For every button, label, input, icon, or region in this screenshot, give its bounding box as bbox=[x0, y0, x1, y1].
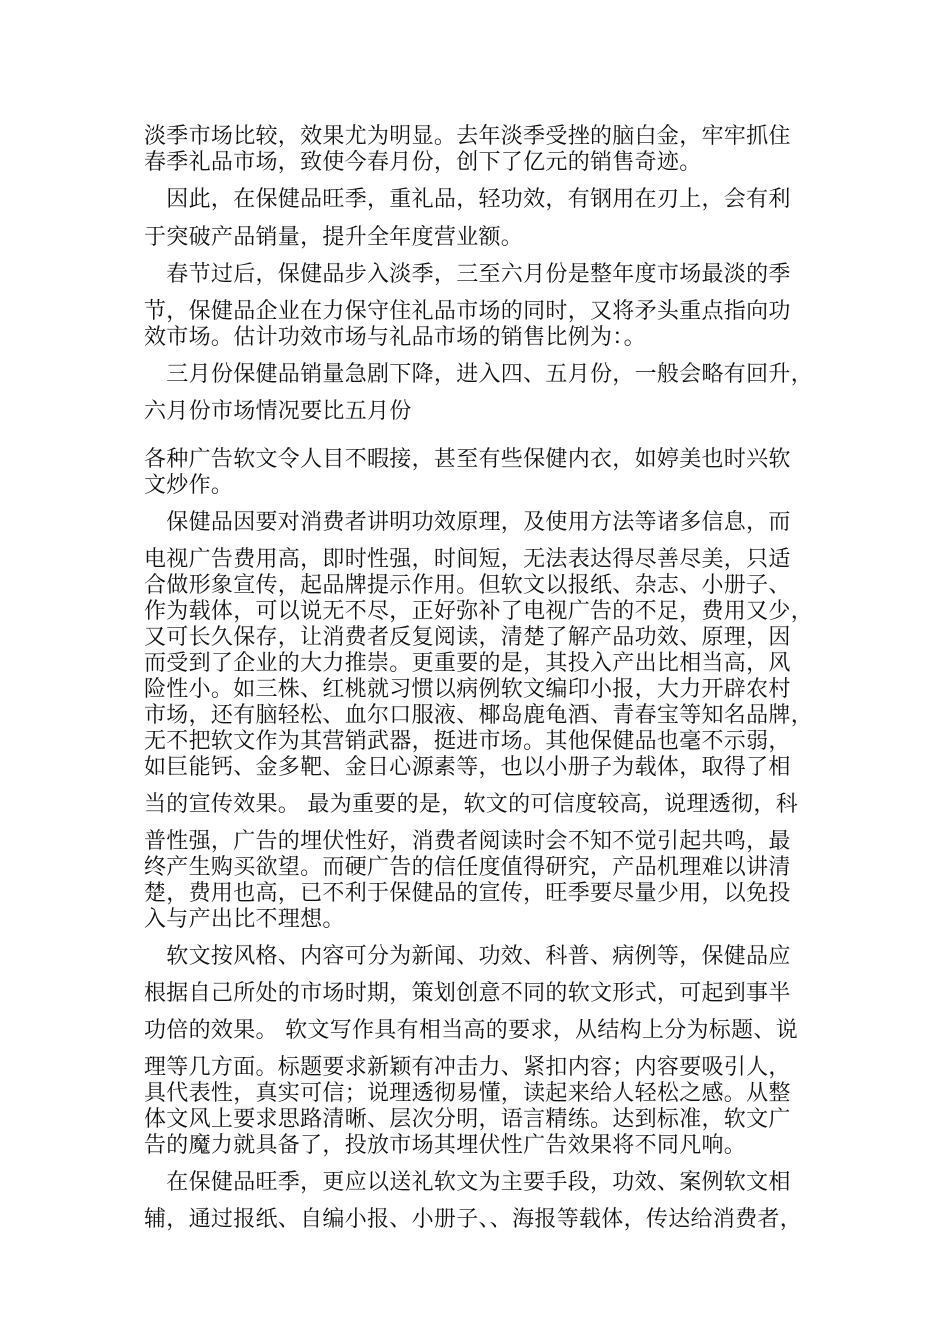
text-line: 体文风上要求思路清晰、层次分明，语言精练。达到标准，软文广 bbox=[144, 1107, 791, 1132]
text-line: 节，保健品企业在力保守住礼品市场的同时，又将矛头重点指向功 bbox=[144, 299, 791, 324]
text-line: 功倍的效果。 软文写作具有相当高的要求，从结构上分为标题、说 bbox=[144, 1018, 798, 1043]
text-line: 终产生购买欲望。而硬广告的信任度值得研究，产品机理难以讲清 bbox=[144, 855, 791, 880]
text-line: 险性小。如三株、红桃就习惯以病例软文编印小报，大力开辟农村 bbox=[144, 677, 791, 702]
text-line: 软文按风格、内容可分为新闻、功效、科普、病例等，保健品应 bbox=[144, 944, 791, 969]
text-line: 而受到了企业的大力推崇。更重要的是，其投入产出比相当高，风 bbox=[144, 651, 791, 676]
text-line: 六月份市场情况要比五月份 bbox=[144, 399, 412, 424]
text-line: 春节过后，保健品步入淡季，三至六月份是整年度市场最淡的季 bbox=[144, 262, 791, 287]
text-line: 于突破产品销量，提升全年度营业额。 bbox=[144, 225, 524, 250]
text-line: 理等几方面。标题要求新颖有冲击力、紧扣内容；内容要吸引人， bbox=[144, 1055, 791, 1080]
text-line: 因此，在保健品旺季，重礼品，轻功效，有钢用在刃上，会有利 bbox=[144, 187, 791, 212]
text-line: 文炒作。 bbox=[144, 473, 234, 498]
text-line: 电视广告费用高，即时性强，时间短，无法表达得尽善尽美，只适 bbox=[144, 547, 791, 572]
text-line: 保健品因要对消费者讲明功效原理，及使用方法等诸多信息，而 bbox=[144, 510, 791, 535]
text-line: 作为载体，可以说无不尽，正好弥补了电视广告的不足，费用又少， bbox=[144, 599, 814, 624]
text-line: 入与产出比不理想。 bbox=[144, 907, 345, 932]
text-line: 市场，还有脑轻松、血尔口服液、椰岛鹿龟酒、青春宝等知名品牌， bbox=[144, 703, 814, 728]
text-line: 辅，通过报纸、自编小报、小册子、、海报等载体，传达给消费者， bbox=[144, 1207, 803, 1232]
text-line: 各种广告软文令人目不暇接，甚至有些保健内衣，如婷美也时兴软 bbox=[144, 447, 791, 472]
text-line: 根据自己所处的市场时期，策划创意不同的软文形式，可起到事半 bbox=[144, 981, 791, 1006]
text-line: 三月份保健品销量急剧下降，进入四、五月份，一般会略有回升， bbox=[144, 362, 814, 387]
text-line: 无不把软文作为其营销武器，挺进市场。其他保健品也毫不示弱， bbox=[144, 729, 791, 754]
text-line: 当的宣传效果。 最为重要的是，软文的可信度较高，说理透彻，科 bbox=[144, 792, 798, 817]
text-line: 淡季市场比较，效果尤为明显。去年淡季受挫的脑白金，牢牢抓住 bbox=[144, 124, 791, 149]
text-line: 楚，费用也高，已不利于保健品的宣传，旺季要尽量少用，以免投 bbox=[144, 881, 791, 906]
text-line: 告的魔力就具备了，投放市场其埋伏性广告效果将不同凡响。 bbox=[144, 1133, 747, 1158]
text-line: 具代表性，真实可信；说理透彻易懂，读起来给人轻松之感。从整 bbox=[144, 1081, 791, 1106]
text-line: 春季礼品市场，致使今春月份，创下了亿元的销售奇迹。 bbox=[144, 150, 702, 175]
text-line: 合做形象宣传，起品牌提示作用。但软文以报纸、杂志、小册子、 bbox=[144, 573, 791, 598]
text-line: 普性强，广告的埋伏性好，消费者阅读时会不知不觉引起共鸣，最 bbox=[144, 829, 791, 854]
text-line: 在保健品旺季，更应以送礼软文为主要手段，功效、案例软文相 bbox=[144, 1170, 791, 1195]
text-line: 又可长久保存，让消费者反复阅读，清楚了解产品功效、原理，因 bbox=[144, 625, 791, 650]
text-line: 效市场。估计功效市场与礼品市场的销售比例为：。 bbox=[144, 325, 646, 350]
text-line: 如巨能钙、金多靶、金日心源素等，也以小册子为载体，取得了相 bbox=[144, 755, 791, 780]
